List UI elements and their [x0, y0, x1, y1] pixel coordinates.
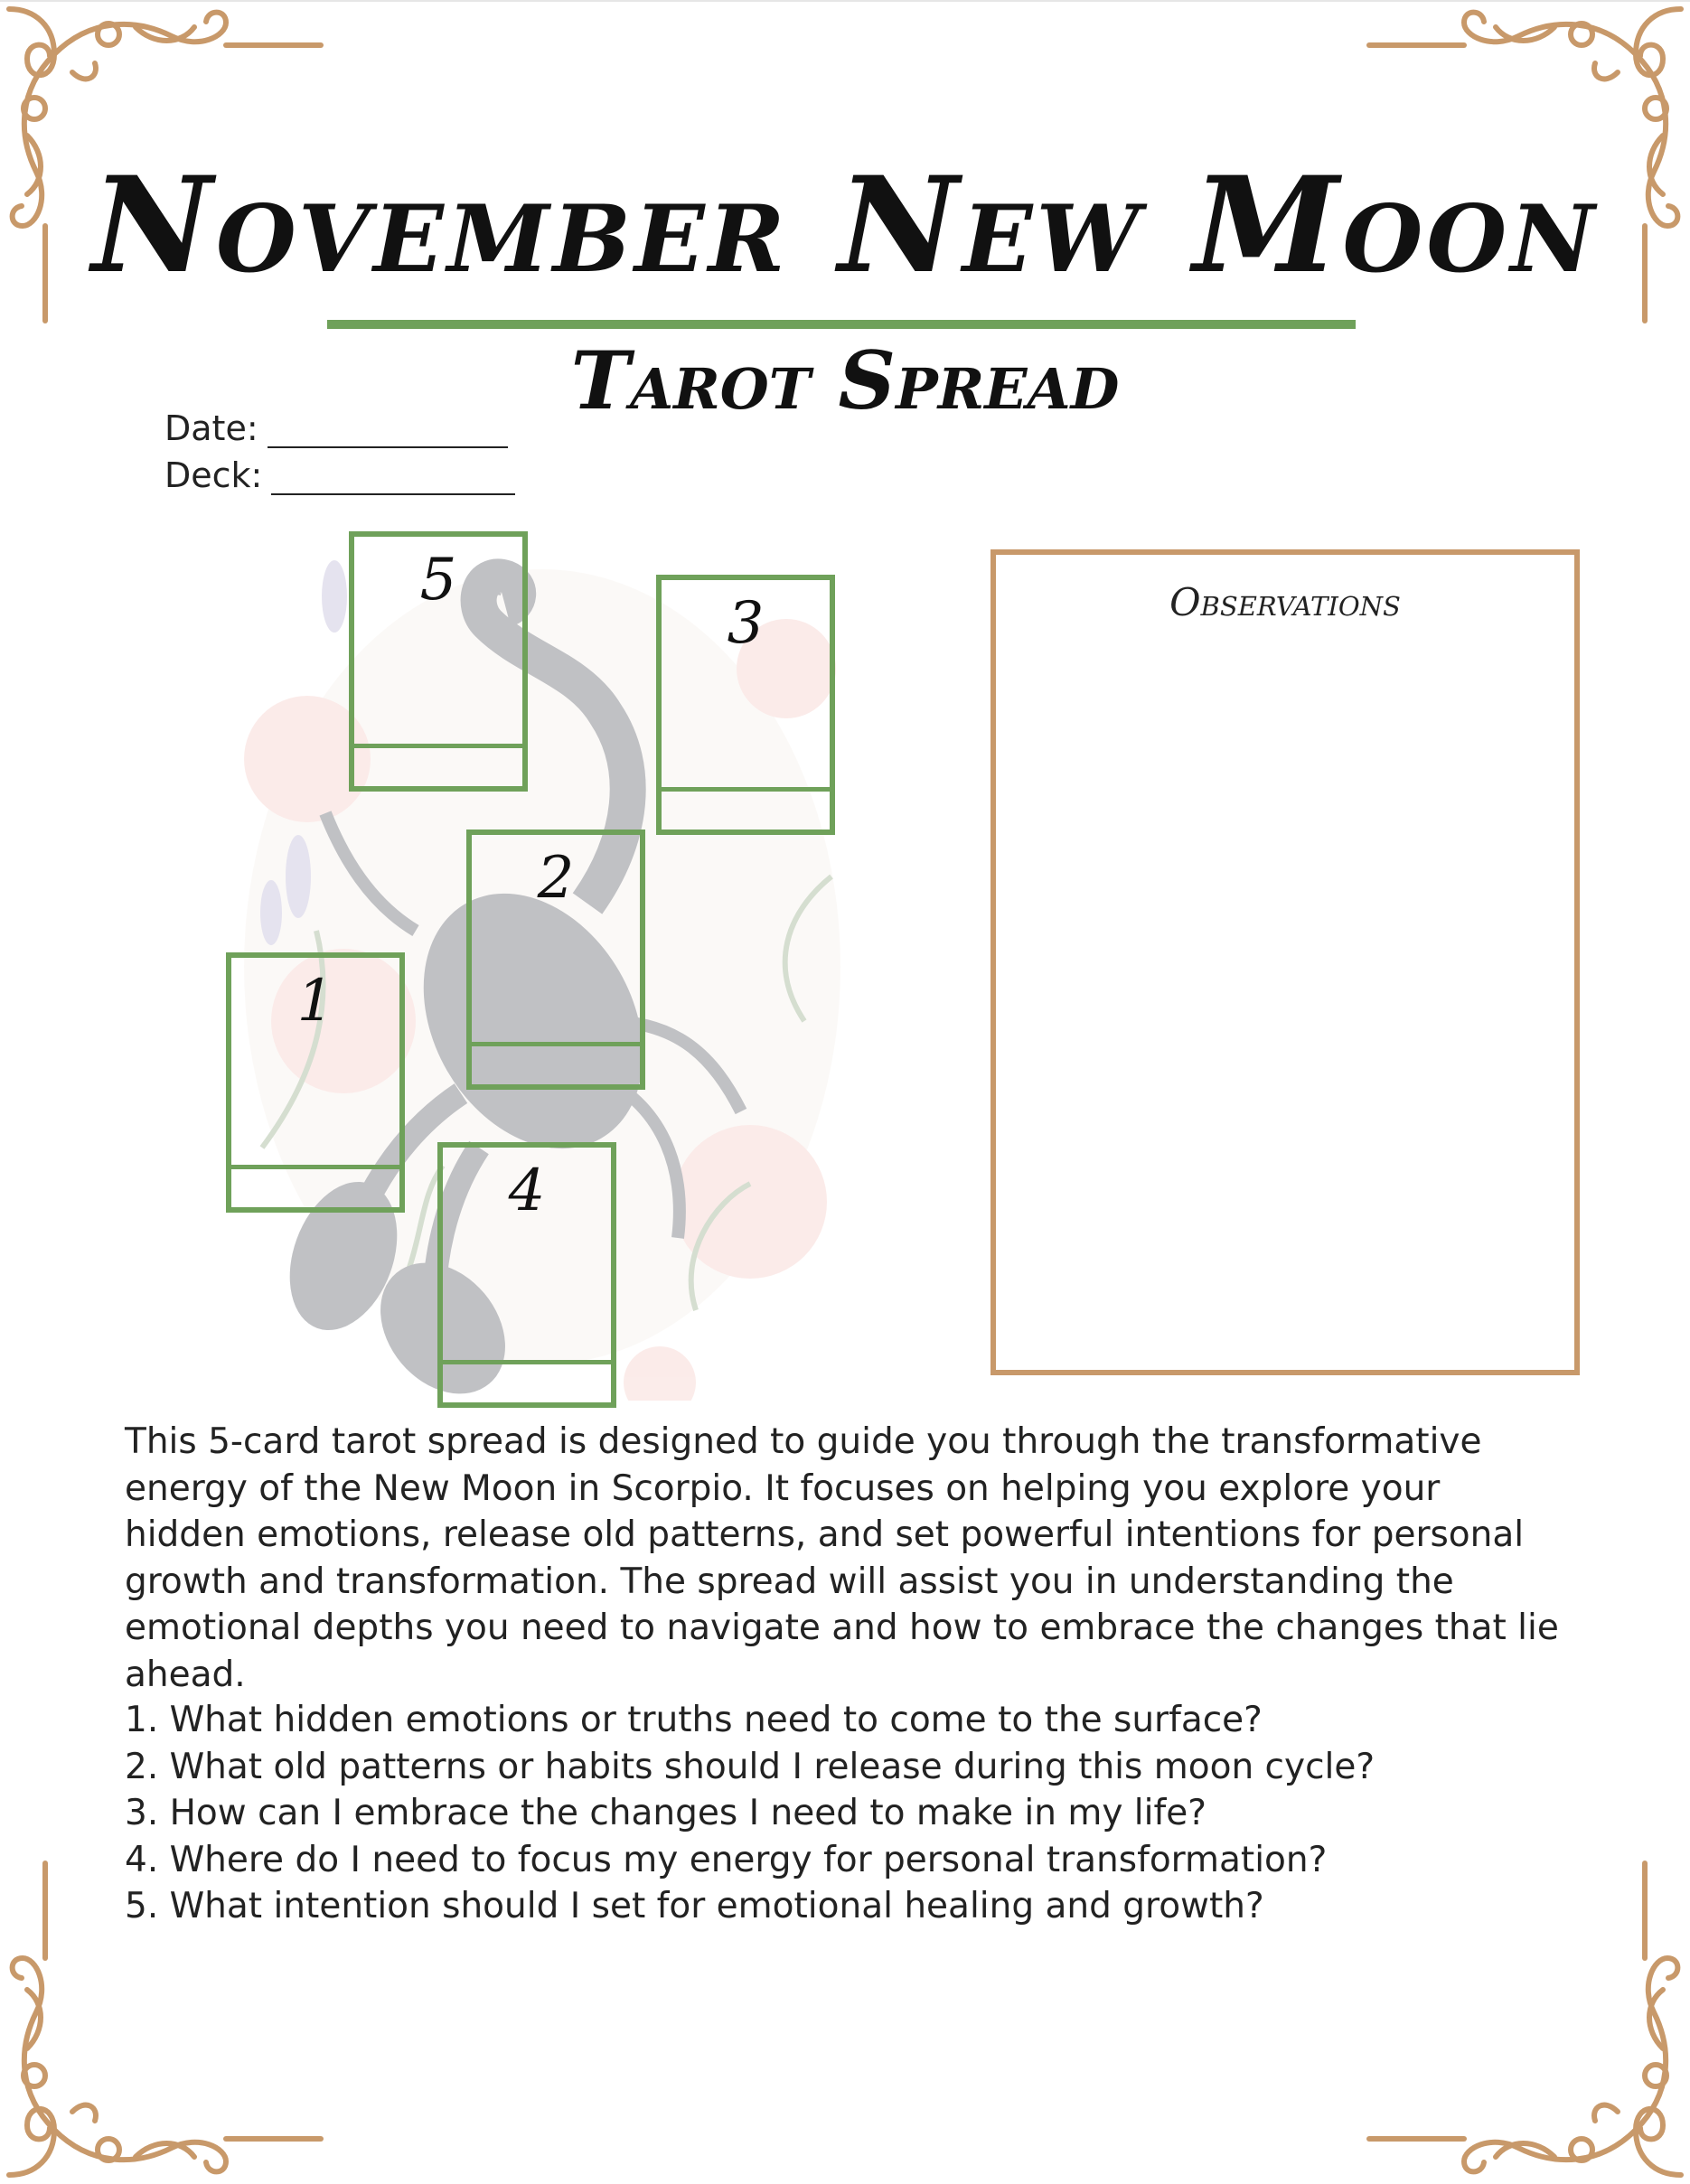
deck-field[interactable] — [164, 455, 515, 495]
card-number: 3 — [727, 590, 765, 657]
card-number: 1 — [296, 968, 334, 1035]
card-label-strip[interactable] — [231, 1165, 399, 1207]
deck-label: Deck: — [164, 455, 263, 495]
question-item: 5. What intention should I set for emotional healing and growth? — [125, 1886, 1264, 1926]
observations-label: Observations — [1169, 580, 1401, 624]
date-label: Date: — [164, 408, 258, 448]
deck-blank-line[interactable] — [271, 466, 515, 495]
date-blank-line[interactable] — [268, 419, 508, 448]
card-number: 4 — [508, 1158, 546, 1224]
card-slot-2[interactable] — [466, 830, 645, 1090]
card-label-strip[interactable] — [662, 787, 830, 830]
card-number: 5 — [419, 547, 457, 614]
card-slot-4[interactable] — [437, 1142, 616, 1408]
card-label-strip[interactable] — [354, 744, 522, 786]
question-item: 1. What hidden emotions or truths need to come to the surface? — [125, 1700, 1263, 1740]
question-item: 3. How can I embrace the changes I need to make in my life? — [125, 1793, 1206, 1833]
title-divider — [327, 320, 1356, 329]
card-slot-5[interactable] — [349, 531, 528, 792]
question-list — [125, 1697, 1571, 1930]
card-label-strip[interactable] — [472, 1042, 640, 1084]
spread-description: This 5-card tarot spread is designed to guide you through the transformative energy of the New Moon in Scorpio. It focuses on helping you explore your hidden emotions, release old patterns, and set powerful intentions for personal growth and transformation. The spread will assist you in understanding the emotional depths you need to navigate and how to embrace the changes that lie ahead. — [125, 1421, 1559, 1695]
card-slot-1[interactable] — [226, 952, 405, 1213]
card-slot-3[interactable] — [656, 575, 835, 835]
card-number: 2 — [537, 845, 575, 912]
page-subtitle: Tarot Spread — [570, 333, 1120, 427]
card-label-strip[interactable] — [443, 1360, 611, 1402]
date-field[interactable] — [164, 408, 508, 448]
question-item: 2. What old patterns or habits should I release during this moon cycle? — [125, 1746, 1375, 1787]
observations-box[interactable] — [991, 549, 1580, 1375]
page-title: November New Moon — [91, 148, 1599, 303]
question-item: 4. Where do I need to focus my energy for personal transformation? — [125, 1839, 1328, 1880]
